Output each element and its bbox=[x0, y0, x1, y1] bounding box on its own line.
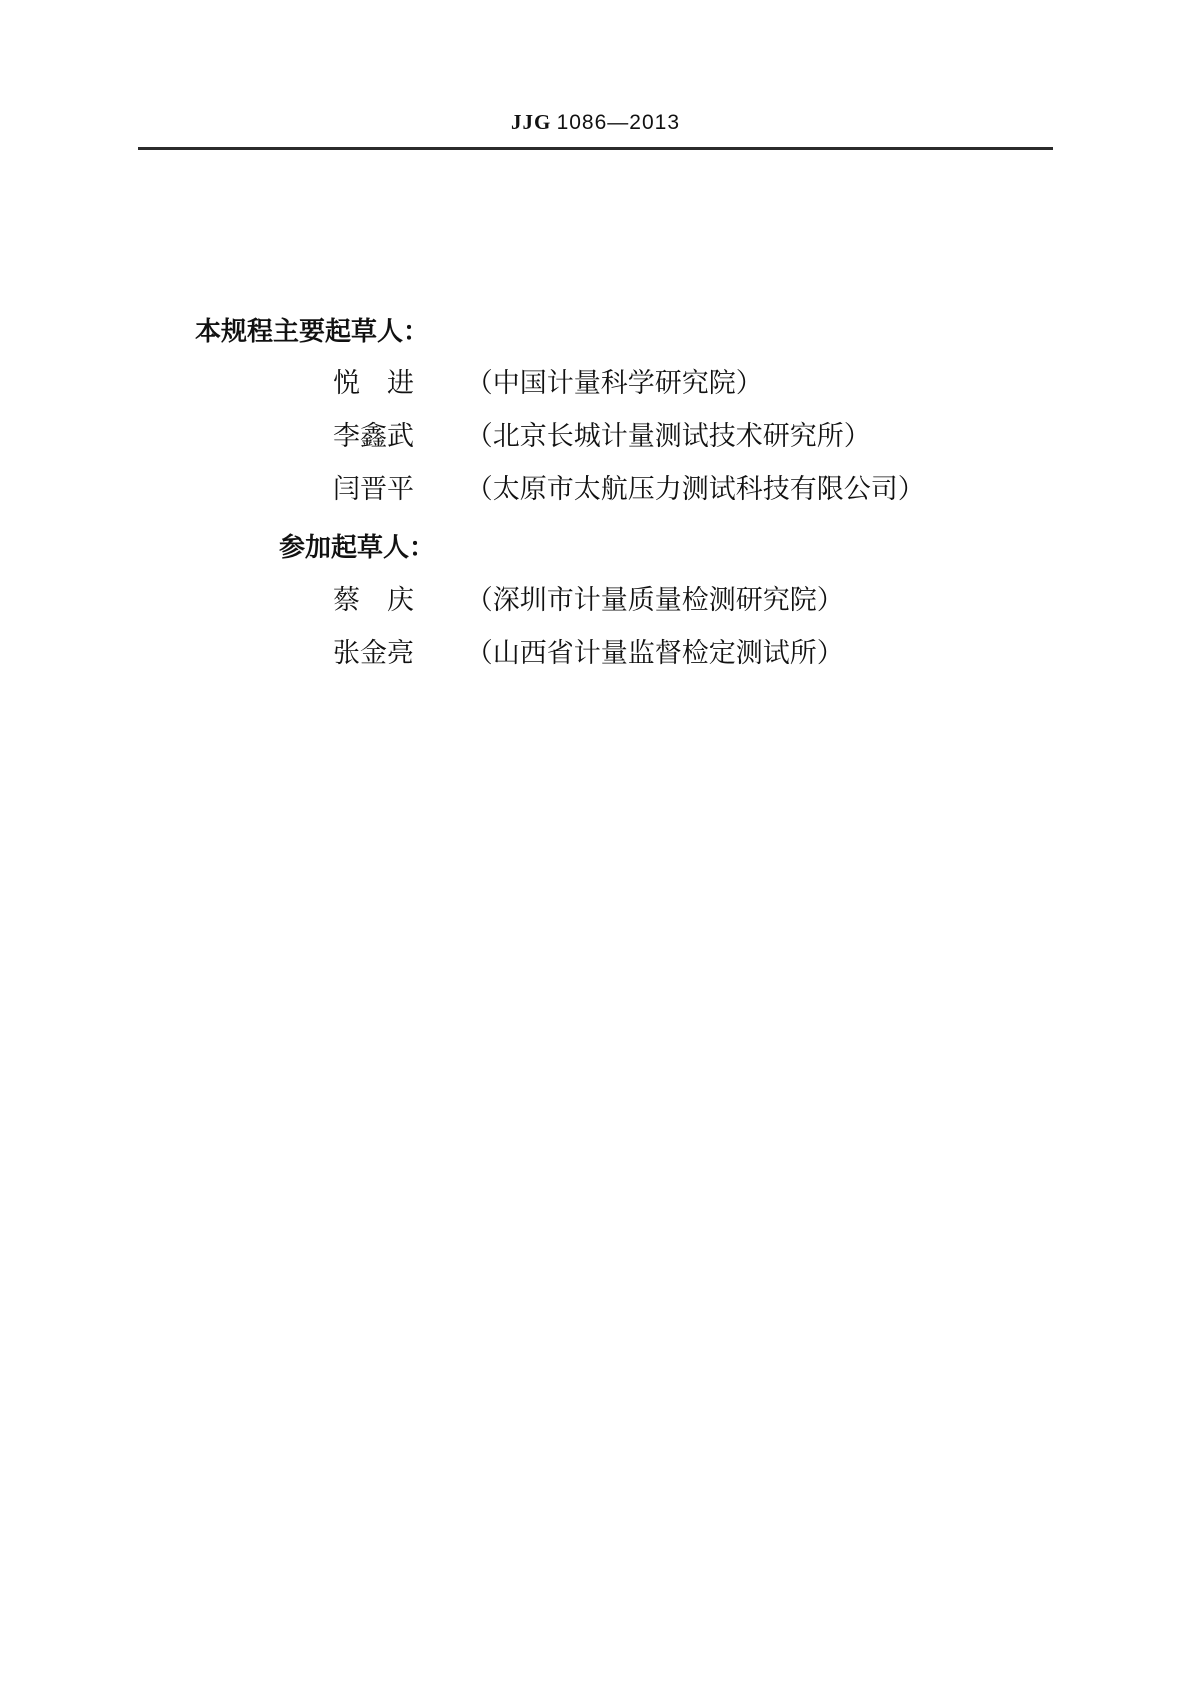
drafter-row bbox=[333, 422, 871, 450]
drafter-affiliation: （中国计量科学研究院） bbox=[465, 368, 763, 398]
drafter-name: 蔡 庆 bbox=[333, 585, 414, 615]
drafter-name: 李鑫武 bbox=[333, 421, 414, 451]
participating-drafters-heading: 参加起草人： bbox=[279, 532, 436, 562]
drafter-affiliation: （太原市太航压力测试科技有限公司） bbox=[465, 474, 925, 504]
drafter-name: 张金亮 bbox=[333, 638, 414, 668]
header-rule bbox=[138, 147, 1053, 150]
document-code-number: 1086—2013 bbox=[556, 111, 681, 134]
drafter-row bbox=[333, 586, 844, 614]
drafter-name: 闫晋平 bbox=[333, 474, 414, 504]
drafter-affiliation: （深圳市计量质量检测研究院） bbox=[465, 585, 844, 615]
primary-drafters-heading: 本规程主要起草人： bbox=[195, 316, 430, 346]
drafter-row bbox=[333, 475, 925, 503]
drafter-name: 悦 进 bbox=[333, 368, 414, 398]
document-code-prefix: JJG bbox=[510, 110, 552, 134]
drafter-affiliation: （山西省计量监督检定测试所） bbox=[465, 638, 844, 668]
drafter-row bbox=[333, 369, 763, 397]
document-code bbox=[0, 110, 1191, 135]
drafter-affiliation: （北京长城计量测试技术研究所） bbox=[465, 421, 871, 451]
drafter-row bbox=[333, 639, 844, 667]
